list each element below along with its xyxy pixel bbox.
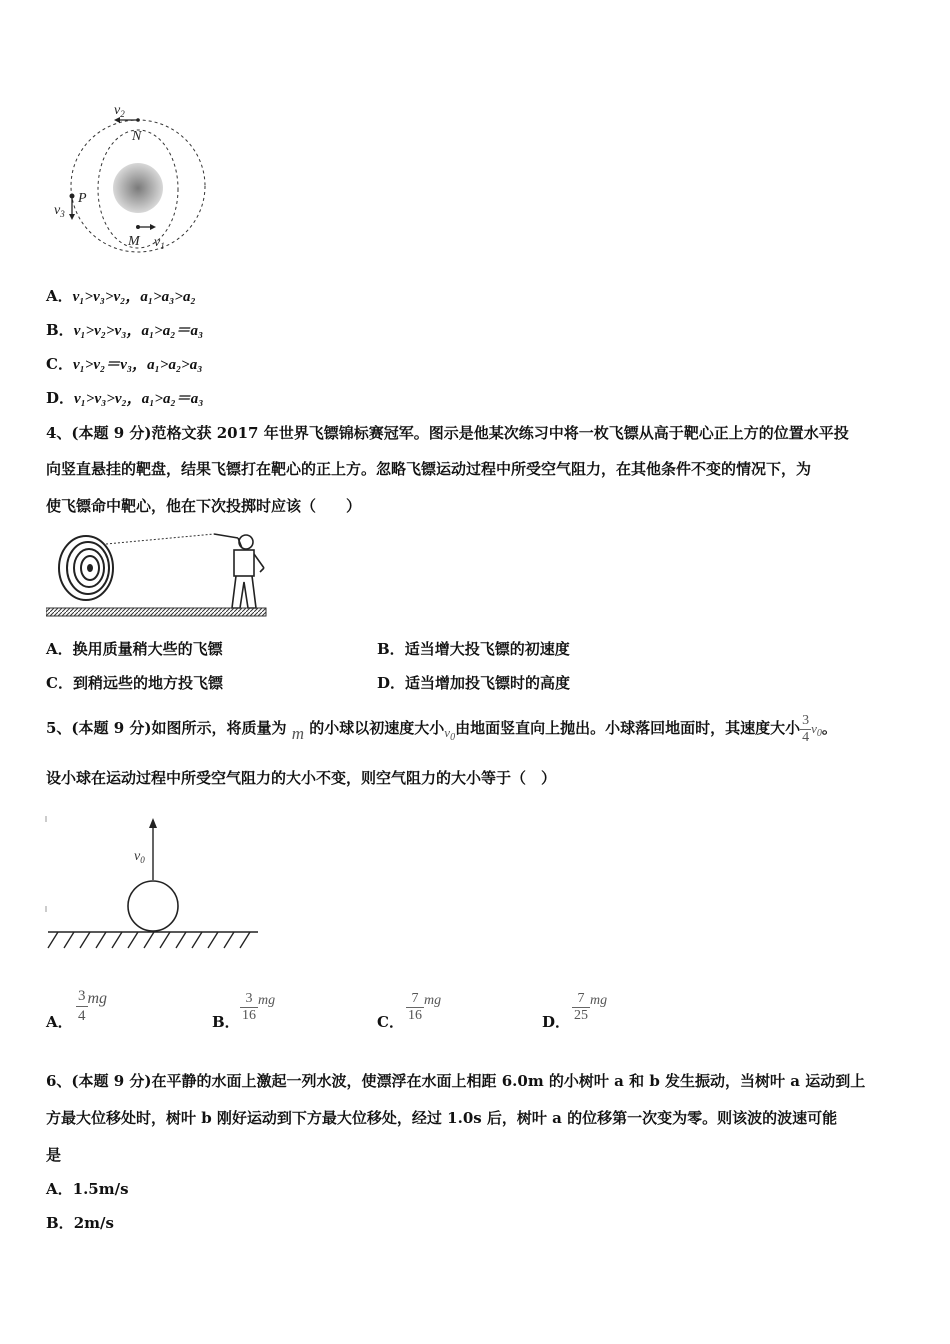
- q5-option-d-value: $\frac{7}{25}$ mg: [574, 991, 608, 1023]
- q4-stem-line2: 向竖直悬挂的靶盘，结果飞镖打在靶心的正上方。忽略飞镖运动过程中所受空气阻力，在其他条件不变的情况下，为: [46, 460, 812, 478]
- dart-path: [106, 534, 214, 544]
- q6-option-b: B．2m/s: [46, 1214, 114, 1232]
- planet: [113, 163, 163, 213]
- label-v2: $v_2$: [114, 103, 125, 119]
- orbit-figure: [48, 98, 218, 258]
- dart-figure: [46, 528, 268, 620]
- label-v3: $v_3$: [54, 203, 65, 219]
- q5-option-b: B．: [212, 1013, 240, 1031]
- ball: [128, 881, 178, 931]
- q5-option-c: C．: [377, 1013, 404, 1031]
- thrower: [214, 534, 264, 608]
- label-v0: $v_0$: [134, 849, 145, 865]
- mass-symbol: m: [291, 724, 305, 743]
- q5-option-a-value: $\frac{3}{4}$ mg: [78, 988, 108, 1024]
- three-quarters-fraction: $\frac{3}{4}$: [802, 712, 810, 745]
- v0-symbol: $v_0$: [444, 725, 456, 743]
- q6-stem-line2: 方最大位移处时，树叶 b 刚好运动到下方最大位移处，经过 1.0s 后，树叶 a 的位移第一次变为零。则该波的波速可能: [46, 1109, 838, 1127]
- q3-option-d: D．v₁>v₃>v₂，a₁>a₂＝a₃: [46, 389, 204, 407]
- q4-option-c: C．到稍远些的地方投飞镖: [46, 674, 223, 692]
- q3-option-c: C．v₁>v₂＝v₃，a₁>a₂>a₃: [46, 355, 203, 373]
- q6-option-a: A．1.5m/s: [46, 1180, 129, 1198]
- ground: [46, 608, 266, 616]
- label-N: N: [132, 129, 142, 144]
- label-v1: $v_1$: [154, 235, 165, 251]
- q5-option-d: D．: [542, 1013, 571, 1031]
- q4-option-d: D．适当增加投飞镖时的高度: [377, 674, 571, 692]
- q6-stem-line3: 是: [46, 1146, 62, 1164]
- dartboard: [59, 536, 113, 600]
- q6-stem-line1: 6、(本题 9 分)在平静的水面上激起一列水波，使漂浮在水面上相距 6.0m 的小树叶 a 和 b 发生振动，当树叶 a 运动到上: [46, 1072, 866, 1090]
- q3-option-a: A．v₁>v₃>v₂，a₁>a₃>a₂: [46, 287, 196, 305]
- q3-option-b: B．v₁>v₂>v₃，a₁>a₂＝a₃: [46, 321, 204, 339]
- q4-option-a: A．换用质量稍大些的飞镖: [46, 640, 223, 658]
- ball-figure: [44, 810, 264, 950]
- q4-stem-line3: 使飞镖命中靶心，他在下次投掷时应该（ ）: [46, 497, 362, 515]
- label-P: P: [78, 191, 87, 206]
- q5-stem-line1: 5、(本题 9 分)如图所示，将质量为 m 的小球以初速度大小$v_0$由地面竖直向上抛出。小球落回地面时，其速度大小 $\frac{3}{4}$ $v_0$。: [46, 712, 837, 745]
- ground-hatch: [48, 932, 250, 948]
- q4-stem-line1: 4、(本题 9 分)范格文获 2017 年世界飞镖锦标赛冠军。图示是他某次练习中将一枚飞镖从高于靶心正上方的位置水平投: [46, 424, 849, 442]
- q5-stem-line2: 设小球在运动过程中所受空气阻力的大小不变，则空气阻力的大小等于（ ）: [46, 769, 557, 787]
- q5-option-a: A．: [46, 1013, 73, 1031]
- q5-option-c-value: $\frac{7}{16}$ mg: [408, 991, 442, 1023]
- q4-option-b: B．适当增大投飞镖的初速度: [377, 640, 570, 658]
- q5-option-b-value: $\frac{3}{16}$ mg: [242, 991, 276, 1023]
- label-M: M: [128, 234, 140, 249]
